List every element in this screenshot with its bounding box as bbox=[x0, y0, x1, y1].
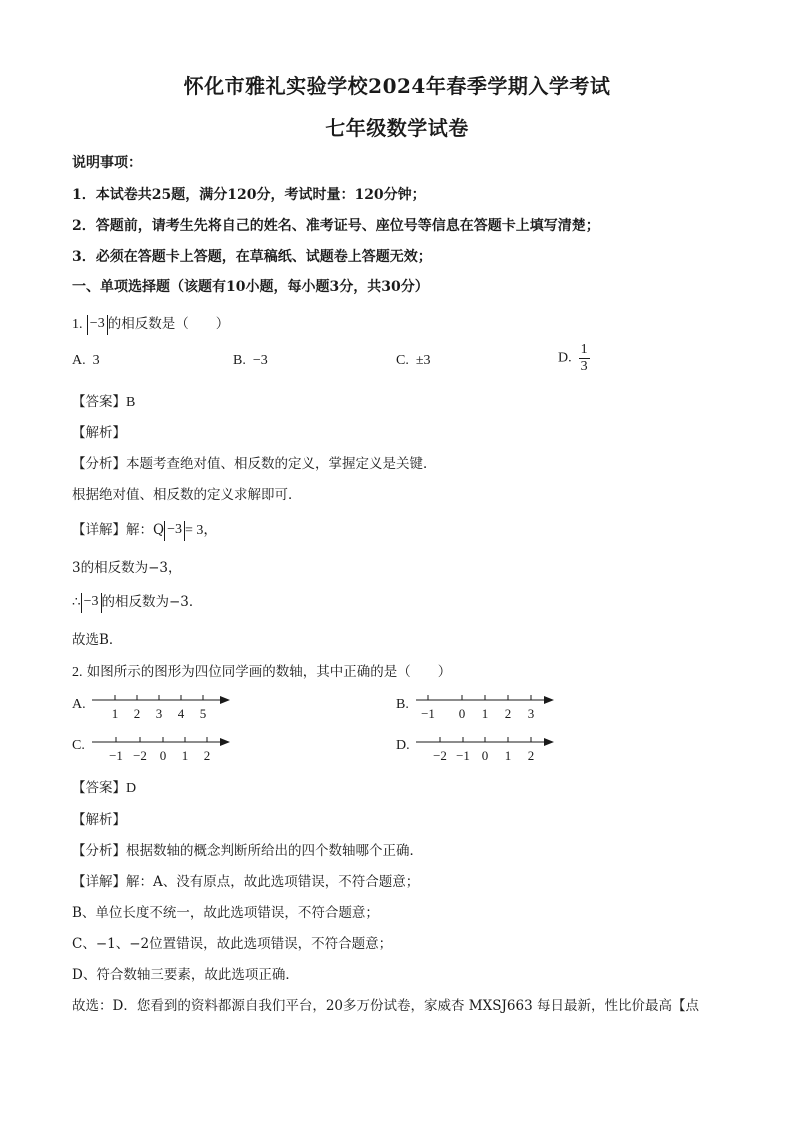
number-line-a bbox=[90, 690, 235, 726]
exam-title: 怀化市雅礼实验学校2024年春季学期入学考试 bbox=[183, 74, 611, 98]
number-line-d bbox=[414, 732, 559, 768]
option-b: B. −3 bbox=[233, 353, 268, 368]
answer-value: D bbox=[126, 781, 137, 796]
note-item-1: 1．本试卷共25题，满分120分，考试时量：120分钟； bbox=[72, 187, 426, 203]
section-heading: 一、单项选择题（该题有10小题，每小题3分，共30分） bbox=[72, 279, 429, 295]
tick-label: 2 bbox=[133, 706, 141, 721]
tick-label: −2 bbox=[433, 748, 447, 763]
tick-label: 3 bbox=[155, 706, 163, 721]
tick-label: 1 bbox=[504, 748, 512, 763]
tick-label: 2 bbox=[203, 748, 211, 763]
detail-2-line2: B、单位长度不统一，故此选项错误，不符合题意； bbox=[72, 905, 379, 921]
detail-2-line4: D、符合数轴三要素，故此选项正确． bbox=[72, 967, 299, 983]
answer-value: B bbox=[126, 395, 136, 410]
tick-label: 2 bbox=[527, 748, 535, 763]
question-1-stem bbox=[72, 312, 229, 335]
conclusion-1: 故选B． bbox=[72, 632, 123, 648]
fenxi-2: 【分析】根据数轴的概念判断所给出的四个数轴哪个正确． bbox=[72, 843, 423, 859]
answer-tag: 【答案】 bbox=[72, 780, 126, 796]
analysis-tag-2: 【解析】 bbox=[72, 812, 126, 828]
note-item-2: 2．答题前，请考生先将自己的姓名、准考证号、座位号等信息在答题卡上填写清楚； bbox=[72, 218, 600, 234]
tick-label: 4 bbox=[177, 706, 185, 721]
detail-1-step1: 【详解】解：Q −3 = 3， bbox=[72, 518, 217, 541]
tick-label: 0 bbox=[458, 706, 466, 721]
question-stem-text: 的相反数是（ ） bbox=[107, 316, 230, 332]
detail-1-step3: ∴ −3 的相反数为−3． bbox=[72, 590, 202, 613]
notes-heading: 说明事项： bbox=[72, 155, 142, 171]
tick-label: −2 bbox=[133, 748, 147, 763]
tick-label: 0 bbox=[159, 748, 167, 763]
fenxi-1: 【分析】本题考查绝对值、相反数的定义，掌握定义是关键． bbox=[72, 456, 437, 472]
detail-2-line3: C、−1、−2位置错误，故此选项错误，不符合题意； bbox=[72, 936, 393, 952]
q2-option-d-label: D. bbox=[396, 738, 410, 753]
tick-label: 5 bbox=[199, 706, 207, 721]
abs-expression: −3 bbox=[87, 315, 108, 335]
analysis-tag-1: 【解析】 bbox=[72, 425, 126, 441]
note-item-3: 3．必须在答题卡上答题，在草稿纸、试题卷上答题无效； bbox=[72, 249, 432, 265]
number-line-b bbox=[414, 690, 559, 726]
fraction: $\frac{1}{3}$ bbox=[580, 342, 588, 374]
number-line-c bbox=[90, 732, 235, 768]
question-number: 1. bbox=[72, 317, 83, 332]
option-c: C. ±3 bbox=[396, 353, 431, 368]
answer-2 bbox=[72, 776, 136, 797]
tick-label: 0 bbox=[481, 748, 489, 763]
q2-option-a-label: A. bbox=[72, 697, 86, 712]
detail-2-line1: 【详解】解：A、没有原点，故此选项错误，不符合题意； bbox=[72, 874, 420, 890]
exam-subtitle: 七年级数学试卷 bbox=[325, 116, 469, 140]
tick-label: −1 bbox=[456, 748, 470, 763]
fenxi-1b: 根据绝对值、相反数的定义求解即可． bbox=[72, 487, 302, 503]
tick-label: 1 bbox=[111, 706, 119, 721]
detail-1-step2: 3的相反数为−3， bbox=[72, 560, 182, 576]
answer-1 bbox=[72, 390, 135, 411]
question-2-stem: 2. 如图所示的图形为四位同学画的数轴，其中正确的是（ ） bbox=[72, 664, 452, 680]
q2-option-c-label: C. bbox=[72, 738, 85, 753]
tick-label: 3 bbox=[527, 706, 535, 721]
tick-label: 1 bbox=[181, 748, 189, 763]
option-d: D. $\frac{1}{3}$ bbox=[558, 342, 588, 374]
tick-label: 1 bbox=[481, 706, 489, 721]
option-a: A. 3 bbox=[72, 353, 100, 368]
tick-label: −1 bbox=[109, 748, 123, 763]
conclusion-2: 故选：D．您看到的资料都源自我们平台，20多万份试卷，家威杏 MXSJ663 每日最新，性比价最高【点 bbox=[72, 998, 699, 1014]
answer-tag: 【答案】 bbox=[72, 394, 126, 410]
tick-label: −1 bbox=[421, 706, 435, 721]
tick-label: 2 bbox=[504, 706, 512, 721]
q2-option-b-label: B. bbox=[396, 697, 409, 712]
